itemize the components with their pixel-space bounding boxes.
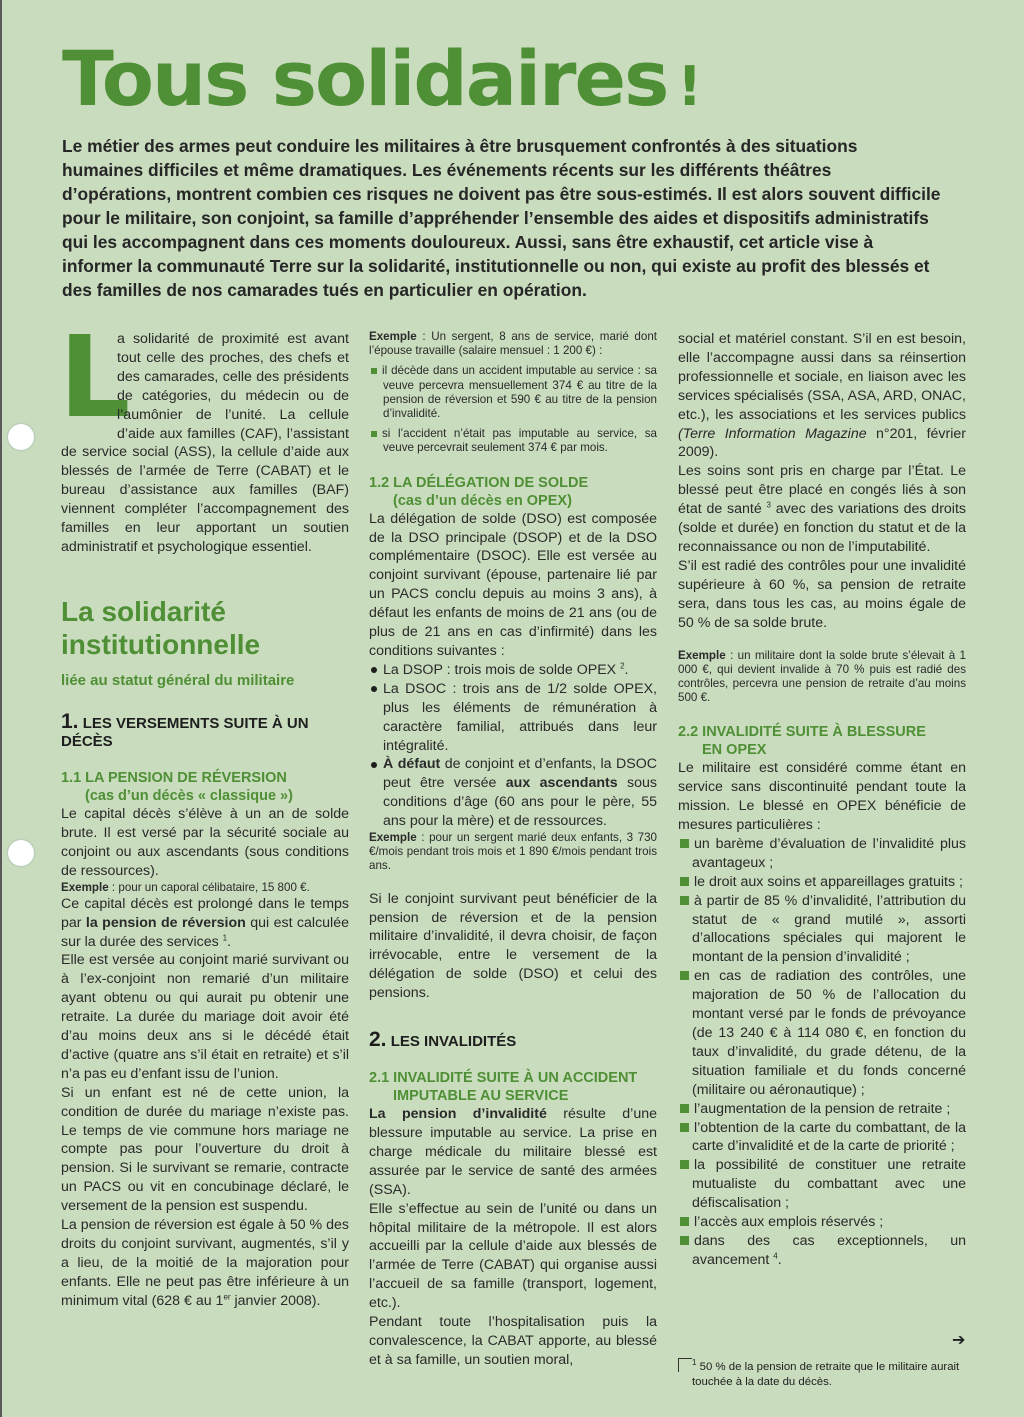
text: Les soins sont pris en charge par l’État. Le blessé peut être placé en congés liés à son état de santé: [678, 463, 966, 518]
list-item: [369, 680, 657, 756]
list-item: [369, 661, 657, 680]
bold-text: la pension de réversion: [85, 914, 246, 931]
footnote: [678, 1360, 966, 1390]
dropcap: L: [59, 313, 131, 443]
text: sous conditions d’âge (60 ans pour le père, 55 ans pour la mère) et de ressources.: [383, 775, 657, 830]
bold-text: La pension d’invalidité: [369, 1106, 547, 1123]
square-bullet-icon: [371, 431, 377, 437]
text: La DSOP : trois mois de solde OPEX: [383, 661, 621, 678]
continue-arrow-icon: ➔: [952, 1332, 966, 1349]
list-item: [369, 755, 657, 831]
column-3: [678, 330, 966, 1270]
heading-pension-reversion: [61, 769, 349, 805]
example-label: Exemple: [61, 880, 109, 894]
title-text: Tous solidaires: [62, 34, 668, 123]
heading-line-2: (cas d’un décès « classique »): [85, 787, 293, 804]
heading-invalidites: [369, 1028, 657, 1052]
square-bullet-icon: [680, 1217, 689, 1226]
example-text: : pour un caporal célibataire, 15 800 €.: [108, 880, 310, 894]
square-bullet-icon: [680, 839, 689, 848]
section-title: La solidarité institutionnelle: [61, 595, 261, 660]
square-bullet-icon: [680, 1236, 689, 1245]
italic-text: (Terre Information Magazine: [678, 425, 867, 442]
paragraph: Le militaire est considéré comme étant en service sans discontinuité pendant toute la mission. Le blessé en OPEX bénéficie de mesures particulières :: [678, 760, 966, 834]
list-item-text: il décède dans un accident imputable au service : sa veuve percevra mensuellement 374 € au titre de la pension de réversion et 590 € au titre de la pension d’invalidité.: [382, 364, 657, 421]
bullet-dot-icon: [371, 667, 377, 673]
text: résulte d’une blessure imputable au service. La prise en charge médicale du militaire blessé est assurée par le service de santé des armées (SSA).: [369, 1106, 657, 1198]
paragraph: Elle est versée au conjoint marié survivant ou à l’ex-conjoint non remarié d’un militaire ayant obtenu ou qui aurait pu obtenir une retraite. La durée du mariage doit avoir été d’au moins deux ans si le décédé était d’active (quatre ans s’il était en retraite) et s’il n’a pas eu d’enfant issu de l’union.: [61, 952, 349, 1082]
example-text: : Un sergent, 8 ans de service, marié dont l’épouse travaille (salaire mensuel : 1 200 €) :: [369, 330, 657, 358]
paragraph: [678, 330, 966, 462]
heading-versements: [61, 709, 349, 751]
paragraph: [61, 1216, 349, 1311]
heading-line-1: 1.2 LA DÉLÉGATION DE SOLDE: [369, 474, 589, 491]
heading-number: 2.: [369, 1028, 387, 1052]
section-subtitle: liée au statut général du militaire: [61, 671, 295, 689]
heading-invalidite-accident: [369, 1069, 657, 1105]
list-item-text: l’augmentation de la pension de retraite ;: [694, 1100, 951, 1117]
example-text: : pour un sergent marié deux enfants, 3 730 €/mois pendant trois mois et 1 890 €/mois pendant trois ans.: [369, 831, 657, 873]
paragraph: Si un enfant est né de cette union, la condition de durée du mariage n’existe pas. Le temps de vie commune hors mariage ne compte pas pour l’ouverture du droit à pension. Si le survivant se remarie, contracte un PACS ou vit en concubinage déclaré, le versement de la pension est suspendu.: [61, 1084, 349, 1215]
footnote-ref: 4: [773, 1251, 778, 1261]
list-item: [678, 1213, 966, 1232]
title-exclamation: !: [677, 55, 700, 118]
bullet-dot-icon: [371, 762, 377, 768]
paragraph: [369, 1105, 657, 1200]
list-item: [678, 1232, 966, 1270]
list-item-text: l’accès aux emplois réservés ;: [694, 1214, 884, 1231]
list-item: [678, 835, 966, 873]
heading-line-1: 2.1 INVALIDITÉ SUITE À UN ACCIDENT: [369, 1070, 638, 1087]
column-2: [369, 330, 657, 1370]
square-bullet-icon: [680, 1104, 689, 1113]
lead-text: a solidarité de proximité est avant tout celle des proches, des chefs et des camarades, celle des présidents de catégories, du médecin ou de l’aumônier de l’unité. La cellule d’aide aux familles (CAF), l’assistant de service social (ASS), la cellule d’aide aux blessés de l’armée de Terre (CABAT) et le bureau d’assistance aux familles (BAF) viennent compléter l’accompagnement des familles en leur apportant un soutien administratif et psychologique essentiel.: [61, 331, 349, 555]
paragraph: Pendant toute l’hospitalisation puis la convalescence, la CABAT apporte, au blessé et à sa famille, un soutien moral,: [369, 1314, 657, 1368]
heading-line-1: 2.2 INVALIDITÉ SUITE À BLESSURE: [678, 724, 926, 741]
square-bullet-icon: [680, 877, 689, 886]
paragraph: [61, 895, 349, 952]
text: .: [227, 933, 232, 950]
footnote-ref: 2: [620, 661, 625, 671]
heading-line-2: IMPUTABLE AU SERVICE: [393, 1088, 569, 1105]
text: social et matériel constant. S’il en est besoin, elle l’accompagne aussi dans sa réinsertion professionnelle et sociale, en liaison avec les services spécialisés (SSA, ASA, ARD, ONAC, etc.), les associations et les services publics: [678, 331, 966, 423]
list-item-text: .: [777, 1251, 782, 1268]
bullet-dot-icon: [371, 686, 377, 692]
paragraph: [678, 462, 966, 557]
text: janvier 2008).: [230, 1292, 321, 1309]
list-item: [678, 1119, 966, 1157]
list-item-text: la possibilité de constituer une retraite mutualiste du combattant avec une défiscalisation ;: [692, 1157, 966, 1212]
heading-delegation-solde: [369, 474, 657, 510]
footnote-number: 1: [692, 1358, 697, 1368]
square-bullet-icon: [680, 896, 689, 905]
binder-hole: [8, 840, 34, 866]
heading-invalidite-opex: [678, 723, 966, 759]
text: de conjoint et d’enfants, la DSOC peut être versée: [383, 756, 657, 792]
square-bullet-icon: [371, 368, 377, 374]
paragraph: Le capital décès s’élève à un an de solde brute. Il est versé par la sécurité sociale au conjoint ou aux ascendants (sous conditions de ressources).: [61, 805, 349, 879]
square-bullet-icon: [680, 1160, 689, 1169]
example-label: Exemple: [369, 330, 417, 343]
intro-paragraph: Le métier des armes peut conduire les militaires à être brusquement confrontés à des situations humaines difficiles et même dramatiques. Les événements récents sur les différents théâtres d’opérations, montrent combien ces risques ne doivent pas être sous-estimés. Il est alors souvent difficile pour le militaire, son conjoint, sa famille d’appréhender l’ensemble des aides et dispositifs administratifs qui les accompagnent dans ces moments douloureux. Aussi, sans être exhaustif, cet article vise à informer la communauté Terre sur la solidarité, institutionnelle ou non, qui existe au profit des blessés et des familles de nos camarades tués en particulier en opération.: [62, 136, 941, 300]
footnote-ref: 3: [766, 500, 771, 510]
text: avec des variations des droits (solde et durée) en fonction du statut et de la reconnaissance ou non de l’imputabilité.: [678, 501, 966, 555]
list-item: [678, 873, 966, 892]
bold-text: aux ascendants: [505, 775, 618, 792]
list-item-text: l’obtention de la carte du combattant, de la carte d’invalidité et de la carte de priorité ;: [692, 1119, 966, 1155]
text: .: [624, 661, 629, 678]
list-item-text: le droit aux soins et appareillages gratuits ;: [694, 873, 963, 890]
text: Ce capital décès est prolongé dans le temps par: [61, 895, 349, 931]
paragraph: Si le conjoint survivant peut bénéficier de la pension de réversion et de la pension militaire d’invalidité, il devra choisir, de façon irrévocable, entre le versement de la délégation de solde (DSO) et celui des pensions.: [369, 890, 657, 1002]
example-list: [369, 364, 657, 455]
text: La pension de réversion est égale à 50 % des droits du conjoint survivant, augmentés, s’il y a lieu, de la moitié de la majoration pour enfants. Elle ne peut pas être inférieure à un minimum vital (628 € au 1: [61, 1217, 349, 1309]
heading-text: LES VERSEMENTS SUITE À UN DÉCÈS: [61, 714, 309, 750]
list-item: [678, 967, 966, 1099]
measures-list: [678, 835, 966, 1270]
page-title: [62, 34, 700, 123]
list-item: [678, 1100, 966, 1119]
bold-text: À défaut: [383, 756, 441, 773]
heading-line-2: (cas d’un décès en OPEX): [393, 492, 572, 509]
list-item: [369, 427, 657, 455]
example-text: : un militaire dont la solde brute s’élevait à 1 000 €, qui devient invalide à 70 % puis est radié des contrôles, percevra une pension de retraite d’au moins 500 €.: [678, 648, 966, 705]
binder-hole: [8, 424, 34, 450]
footnote-text: 50 % de la pension de retraite que le militaire aurait touchée à la date du décès.: [692, 1361, 960, 1388]
heading-line-2: EN OPEX: [702, 742, 767, 759]
square-bullet-icon: [680, 971, 689, 980]
lead-paragraph: [59, 313, 349, 557]
list-item: [678, 1156, 966, 1213]
list-item: [369, 364, 657, 421]
example-label: Exemple: [678, 648, 726, 662]
superscript: er: [223, 1292, 231, 1301]
square-bullet-icon: [680, 1123, 689, 1132]
example-label: Exemple: [369, 831, 417, 845]
list-item-text: à partir de 85 % d’invalidité, l’attribution du statut de « grand mutilé », assorti d’allocations spéciales qui majorent le montant de la pension d’invalidité ;: [692, 892, 966, 966]
conditions-list: [369, 661, 657, 831]
heading-number: 1.: [61, 709, 79, 733]
text: n°201, février 2009).: [678, 425, 966, 461]
text: qui est calculée sur la durée des services: [61, 914, 349, 950]
list-item-text: en cas de radiation des contrôles, une majoration de 50 % de l’allocation du montant versé par le fonds de prévoyance (de 13 240 € à 114 080 €, en fonction du taux d’invalidité, du grade détenu, de la situation familiale et du fonds concerné (militaire ou aéronautique) ;: [692, 968, 966, 1098]
column-1: [59, 313, 349, 1311]
paragraph: Elle s’effectue au sein de l’unité ou dans un hôpital militaire de la métropole. Il est alors accueilli par la cellule d’aide aux blessés de l’armée de Terre (CABAT) qui organise aussi l’accueil de sa famille (transport, logement, etc.).: [369, 1200, 657, 1312]
example: [678, 649, 966, 706]
list-item-text: un barème d’évaluation de l’invalidité plus avantageux ;: [692, 835, 966, 871]
example: [61, 881, 349, 895]
list-item-text: dans des cas exceptionnels, un avancement: [692, 1232, 966, 1268]
footnote-ref: 1: [222, 932, 228, 942]
text: La DSOC : trois ans de 1/2 solde OPEX, plus les éléments de rémunération à caractère familial, attribués dans leur intégralité.: [383, 680, 657, 754]
heading-text: LES INVALIDITÉS: [390, 1033, 517, 1051]
list-item-text: si l’accident n’était pas imputable au service, sa veuve percevrait seulement 374 € par mois.: [382, 427, 657, 455]
heading-line-1: 1.1 LA PENSION DE RÉVERSION: [61, 769, 287, 786]
paragraph: La délégation de solde (DSO) est composée de la DSO principale (DSOP) et de la DSO complémentaire (DSOC). Elle est versée au conjoint survivant (épouse, partenaire lié par un PACS conclu depuis au moins 3 ans), à défaut les enfants de moins de 21 ans (ou de plus de 21 ans en cas d’infirmité) dans les conditions suivantes :: [369, 510, 657, 659]
example: [369, 831, 657, 874]
paragraph: S’il est radié des contrôles pour une invalidité supérieure à 60 %, sa pension de retraite sera, dans tous les cas, au moins égale de 50 % de sa solde brute.: [678, 557, 966, 631]
list-item: [678, 892, 966, 968]
example: [369, 330, 657, 358]
